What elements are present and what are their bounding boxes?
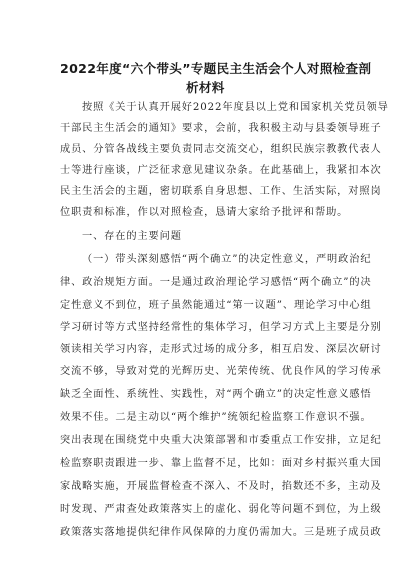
paragraph-line: 位职责和标准，作以对照检查，恳请大家给予批评和帮助。	[60, 207, 349, 218]
paragraph-line: 交流不够，导致对党的光辉历史、光荣传统、优良作风的学习传承	[60, 366, 382, 377]
paragraph-line: 突出表现在围绕党中央重大决策部署和市委重点工作安排，立足纪	[60, 435, 382, 446]
paragraph-line: 学习研讨等方式坚持经常性的集体学习，但学习方式上主要是分别	[60, 322, 382, 333]
paragraph-line: 缺乏全面性、系统性、实践性，对“两个确立”的决定性意义感悟	[60, 389, 372, 400]
paragraph-line: （一）带头深刻感悟“两个确立”的决定性意义，严明政治纪	[82, 254, 372, 265]
document-title-line-1: 2022年度“六个带头”专题民主生活会个人对照检查剖	[60, 61, 372, 76]
paragraph-line: 按照《关于认真开展好2022年度县以上党和国家机关党员领导	[82, 102, 389, 113]
paragraph-line: 成员、分管各战线主要负责同志交流交心，组织民族宗教教代表人	[60, 144, 382, 155]
paragraph-line: 领读相关学习内容，走形式过场的成分多，相互启发、深层次研讨	[60, 344, 382, 355]
paragraph-line: 家战略实施，开展监督检查不深入、不及时，掐数还不多，主动及	[60, 481, 382, 492]
section-heading: 一、存在的主要问题	[82, 231, 182, 242]
paragraph-line: 律、政治规矩方面。一是通过政治理论学习感悟“两个确立”的决	[60, 277, 372, 288]
paragraph-line: 检监察职责跟进一步、靠上监督不足，比如：面对乡村振兴重大国	[60, 458, 382, 469]
paragraph-line: 干部民主生活会的通知》要求，会前，我积极主动与县委领导班子	[60, 123, 382, 134]
paragraph-line: 定性意义不到位，班子虽然能通过“第一议题”、理论学习中心组	[60, 300, 372, 311]
document-title-line-2: 析材料	[186, 80, 225, 95]
paragraph-line: 政策落实落地提供纪律作风保障的力度仍需加大。三是班子成员政	[60, 527, 382, 538]
paragraph-line: 士等进行座谈，广泛征求意见建议杂条。在此基础上，我紧扣本次	[60, 165, 382, 176]
paragraph-line: 民主生活会的主题，密切联系自身思想、工作、生活实际，对照岗	[60, 186, 382, 197]
paragraph-line: 时发现、严肃查处政策落实上的虚化、弱化等问题不到位，为上级	[60, 504, 382, 515]
paragraph-line: 效果不佳。二是主动以“两个维护”统领纪检监察工作意识不强。	[60, 412, 372, 423]
